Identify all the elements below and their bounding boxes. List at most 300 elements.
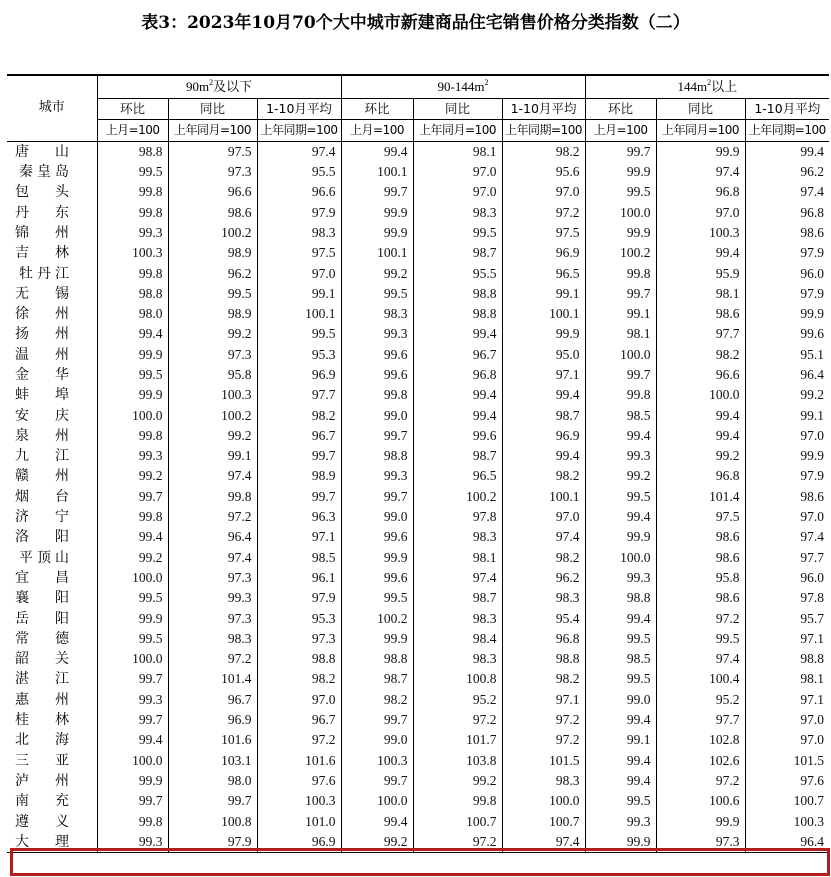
city-name: 北 海	[15, 732, 69, 749]
index-value: 97.7	[257, 385, 341, 405]
index-value: 99.3	[97, 446, 168, 466]
index-value: 99.2	[168, 324, 257, 344]
index-value: 100.3	[97, 243, 168, 263]
index-value: 100.0	[585, 548, 656, 568]
index-value: 101.7	[413, 730, 502, 750]
subcol-yoy: 同比	[413, 99, 502, 120]
index-value: 99.7	[257, 487, 341, 507]
index-value: 100.7	[502, 811, 585, 831]
index-value: 100.1	[257, 304, 341, 324]
index-value: 98.0	[168, 771, 257, 791]
index-value: 100.7	[413, 811, 502, 831]
index-value: 99.8	[585, 385, 656, 405]
index-value: 97.0	[745, 507, 829, 527]
city-name: 岳 阳	[15, 610, 69, 627]
index-value: 99.4	[585, 771, 656, 791]
index-value: 100.1	[341, 162, 413, 182]
index-value: 98.6	[168, 202, 257, 222]
table-row	[7, 385, 829, 405]
index-value: 97.9	[745, 284, 829, 304]
index-value: 97.0	[745, 710, 829, 730]
city-name: 无 锡	[15, 285, 69, 302]
index-value: 99.2	[341, 263, 413, 283]
index-value: 95.5	[257, 162, 341, 182]
unit-label: 上年同月=100	[656, 120, 745, 141]
index-value: 98.8	[341, 649, 413, 669]
index-value: 99.9	[656, 811, 745, 831]
index-value: 99.2	[745, 385, 829, 405]
index-value: 97.0	[745, 426, 829, 446]
index-value: 99.2	[97, 466, 168, 486]
index-value: 100.6	[656, 791, 745, 811]
index-value: 97.6	[745, 771, 829, 791]
index-value: 100.0	[585, 202, 656, 222]
index-value: 99.3	[341, 466, 413, 486]
index-value: 98.3	[413, 649, 502, 669]
index-value: 96.6	[656, 365, 745, 385]
index-value: 98.7	[413, 446, 502, 466]
index-value: 97.4	[502, 527, 585, 547]
index-value: 98.8	[257, 649, 341, 669]
city-name: 韶 关	[15, 651, 69, 668]
index-value: 99.5	[168, 284, 257, 304]
index-value: 99.7	[97, 710, 168, 730]
index-value: 99.4	[656, 405, 745, 425]
index-value: 99.6	[341, 568, 413, 588]
index-value: 98.7	[413, 588, 502, 608]
index-value: 99.1	[585, 304, 656, 324]
city-name: 九 江	[15, 448, 69, 465]
index-value: 99.9	[745, 304, 829, 324]
index-value: 96.8	[656, 466, 745, 486]
index-value: 96.1	[257, 568, 341, 588]
city-name: 襄 阳	[15, 590, 69, 607]
table-row	[7, 141, 829, 162]
index-value: 99.9	[97, 385, 168, 405]
index-value: 99.4	[97, 730, 168, 750]
index-value: 97.4	[745, 527, 829, 547]
index-value: 100.0	[656, 385, 745, 405]
index-value: 98.6	[656, 548, 745, 568]
table-row	[7, 568, 829, 588]
index-value: 98.2	[257, 669, 341, 689]
table-row	[7, 162, 829, 182]
index-value: 97.5	[502, 223, 585, 243]
index-value: 96.2	[168, 263, 257, 283]
index-value: 95.5	[413, 263, 502, 283]
index-value: 99.4	[585, 507, 656, 527]
index-value: 99.0	[585, 690, 656, 710]
city-name: 泉 州	[15, 427, 69, 444]
city-name: 徐 州	[15, 306, 69, 323]
city-name: 蚌 埠	[15, 387, 69, 404]
index-value: 97.4	[168, 466, 257, 486]
index-value: 100.3	[341, 751, 413, 771]
table-row	[7, 608, 829, 628]
city-name: 安 庆	[15, 407, 69, 424]
index-value: 100.8	[168, 811, 257, 831]
index-value: 95.1	[745, 345, 829, 365]
index-value: 98.6	[745, 223, 829, 243]
index-value: 101.5	[502, 751, 585, 771]
city-name: 金 华	[15, 367, 69, 383]
index-value: 99.5	[656, 629, 745, 649]
table-row	[7, 405, 829, 425]
table-row	[7, 446, 829, 466]
index-value: 98.3	[413, 202, 502, 222]
index-value: 96.7	[413, 345, 502, 365]
city-name: 唐 山	[15, 143, 69, 160]
index-value: 100.0	[97, 405, 168, 425]
index-value: 97.7	[745, 548, 829, 568]
index-value: 97.1	[257, 527, 341, 547]
index-value: 97.7	[656, 324, 745, 344]
index-value: 99.5	[257, 324, 341, 344]
table-row	[7, 466, 829, 486]
index-value: 99.5	[585, 791, 656, 811]
index-value: 99.5	[341, 588, 413, 608]
index-value: 97.0	[257, 690, 341, 710]
index-value: 98.7	[502, 405, 585, 425]
group-header-under-90: $90m^2$及以下	[97, 75, 341, 99]
index-value: 99.7	[341, 710, 413, 730]
index-value: 99.5	[413, 223, 502, 243]
city-name: 桂 林	[15, 712, 69, 729]
city-name: 泸 州	[15, 772, 69, 789]
index-value: 98.3	[168, 629, 257, 649]
unit-label: 上年同月=100	[168, 120, 257, 141]
group-header-over-144: $144m^2$以上	[585, 75, 829, 99]
index-value: 100.3	[745, 811, 829, 831]
index-value: 100.7	[745, 791, 829, 811]
index-value: 99.9	[97, 771, 168, 791]
index-value: 100.3	[168, 385, 257, 405]
table-row	[7, 771, 829, 791]
city-name: 洛 阳	[15, 529, 69, 546]
index-value: 97.4	[413, 568, 502, 588]
index-value: 99.5	[97, 365, 168, 385]
index-value: 99.1	[745, 405, 829, 425]
index-value: 99.3	[97, 832, 168, 853]
table-title: 表3：2023年10月70个大中城市新建商品住宅销售价格分类指数（二）	[141, 13, 690, 33]
index-value: 100.2	[168, 405, 257, 425]
index-value: 97.3	[168, 608, 257, 628]
city-name: 温 州	[15, 346, 69, 363]
index-value: 97.4	[257, 141, 341, 162]
index-value: 99.7	[585, 284, 656, 304]
index-value: 96.7	[257, 426, 341, 446]
city-name: 锦 州	[15, 224, 69, 241]
index-value: 99.3	[585, 568, 656, 588]
index-value: 99.3	[168, 588, 257, 608]
index-value: 103.8	[413, 751, 502, 771]
index-value: 97.9	[168, 832, 257, 853]
index-value: 100.1	[341, 243, 413, 263]
unit-label: 上年同期=100	[745, 120, 829, 141]
price-index-table	[7, 74, 829, 853]
index-value: 96.9	[257, 365, 341, 385]
index-value: 96.6	[168, 182, 257, 202]
index-value: 99.5	[585, 487, 656, 507]
index-value: 99.2	[585, 466, 656, 486]
table-row	[7, 304, 829, 324]
index-value: 99.4	[585, 751, 656, 771]
index-value: 99.9	[341, 223, 413, 243]
index-value: 99.0	[341, 730, 413, 750]
index-value: 99.7	[341, 426, 413, 446]
index-value: 98.8	[341, 446, 413, 466]
table-row	[7, 345, 829, 365]
index-value: 97.2	[168, 649, 257, 669]
index-value: 98.6	[656, 527, 745, 547]
city-name: 牡丹江	[19, 265, 73, 282]
index-value: 100.0	[97, 751, 168, 771]
index-value: 98.8	[413, 284, 502, 304]
index-value: 99.4	[341, 141, 413, 162]
unit-label: 上月=100	[341, 120, 413, 141]
index-value: 97.2	[257, 730, 341, 750]
subcol-avg: 1-10月平均	[745, 99, 829, 120]
subcol-mom: 环比	[97, 99, 168, 120]
index-value: 98.3	[502, 588, 585, 608]
subcol-avg: 1-10月平均	[502, 99, 585, 120]
index-value: 98.3	[341, 304, 413, 324]
index-value: 100.3	[257, 791, 341, 811]
index-value: 98.8	[585, 588, 656, 608]
index-value: 97.0	[413, 182, 502, 202]
index-value: 96.5	[502, 263, 585, 283]
table-row	[7, 507, 829, 527]
index-value: 100.3	[656, 223, 745, 243]
unit-label: 上年同期=100	[502, 120, 585, 141]
index-value: 95.7	[745, 608, 829, 628]
index-value: 99.5	[97, 588, 168, 608]
index-value: 98.1	[585, 324, 656, 344]
index-value: 96.0	[745, 568, 829, 588]
index-value: 98.1	[656, 284, 745, 304]
index-value: 97.2	[502, 710, 585, 730]
index-value: 98.1	[745, 669, 829, 689]
index-value: 98.2	[502, 669, 585, 689]
index-value: 99.4	[413, 405, 502, 425]
index-value: 99.8	[97, 426, 168, 446]
index-value: 96.8	[745, 202, 829, 222]
index-value: 98.5	[257, 548, 341, 568]
index-value: 98.2	[502, 141, 585, 162]
unit-label: 上年同期=100	[257, 120, 341, 141]
city-name: 常 德	[15, 630, 69, 647]
index-value: 99.7	[341, 182, 413, 202]
index-value: 101.4	[656, 487, 745, 507]
index-value: 97.8	[413, 507, 502, 527]
index-value: 96.9	[257, 832, 341, 853]
index-value: 98.5	[585, 405, 656, 425]
index-value: 96.3	[257, 507, 341, 527]
index-value: 98.8	[97, 141, 168, 162]
index-value: 97.3	[168, 568, 257, 588]
index-value: 96.9	[168, 710, 257, 730]
index-value: 102.8	[656, 730, 745, 750]
index-value: 98.8	[502, 649, 585, 669]
index-value: 100.4	[656, 669, 745, 689]
index-value: 96.7	[257, 710, 341, 730]
index-value: 99.6	[413, 426, 502, 446]
index-value: 100.0	[341, 791, 413, 811]
index-value: 95.2	[413, 690, 502, 710]
index-value: 95.3	[257, 608, 341, 628]
index-value: 100.2	[341, 608, 413, 628]
table-row	[7, 832, 829, 853]
index-value: 97.1	[745, 690, 829, 710]
index-value: 97.0	[502, 507, 585, 527]
index-value: 97.9	[745, 243, 829, 263]
index-value: 99.7	[341, 771, 413, 791]
table-row	[7, 243, 829, 263]
unit-label: 上年同月=100	[413, 120, 502, 141]
table-body	[7, 141, 829, 852]
index-value: 98.2	[502, 548, 585, 568]
index-value: 99.9	[341, 548, 413, 568]
index-value: 99.5	[341, 284, 413, 304]
index-value: 99.4	[341, 811, 413, 831]
index-value: 100.0	[585, 345, 656, 365]
index-value: 96.8	[413, 365, 502, 385]
index-value: 99.5	[585, 629, 656, 649]
index-value: 97.0	[502, 182, 585, 202]
index-value: 97.2	[502, 730, 585, 750]
index-value: 99.4	[413, 385, 502, 405]
subcol-mom: 环比	[585, 99, 656, 120]
unit-label: 上月=100	[97, 120, 168, 141]
index-value: 97.5	[168, 141, 257, 162]
city-name: 湛 江	[15, 671, 69, 688]
index-value: 97.0	[656, 202, 745, 222]
index-value: 98.2	[502, 466, 585, 486]
index-value: 98.8	[97, 284, 168, 304]
index-value: 96.2	[745, 162, 829, 182]
index-value: 100.1	[502, 304, 585, 324]
index-value: 99.8	[413, 791, 502, 811]
city-name: 南 充	[15, 793, 69, 810]
index-value: 99.3	[97, 690, 168, 710]
index-value: 96.6	[257, 182, 341, 202]
table-row	[7, 588, 829, 608]
index-value: 97.2	[656, 771, 745, 791]
index-value: 99.2	[168, 426, 257, 446]
index-value: 99.9	[97, 608, 168, 628]
table-row	[7, 791, 829, 811]
index-value: 99.6	[341, 365, 413, 385]
index-value: 97.2	[656, 608, 745, 628]
index-value: 99.4	[502, 385, 585, 405]
table-row	[7, 223, 829, 243]
index-value: 98.3	[257, 223, 341, 243]
table-row	[7, 527, 829, 547]
city-name: 秦皇岛	[19, 164, 73, 181]
index-value: 99.8	[168, 487, 257, 507]
index-value: 99.9	[585, 223, 656, 243]
index-value: 98.1	[413, 141, 502, 162]
index-value: 97.8	[745, 588, 829, 608]
index-value: 98.7	[413, 243, 502, 263]
index-value: 99.0	[341, 507, 413, 527]
index-value: 99.0	[341, 405, 413, 425]
index-value: 99.8	[97, 507, 168, 527]
index-value: 96.9	[502, 426, 585, 446]
index-value: 99.4	[745, 141, 829, 162]
city-name: 赣 州	[15, 468, 69, 485]
index-value: 99.4	[97, 324, 168, 344]
table-row	[7, 690, 829, 710]
index-value: 96.4	[745, 365, 829, 385]
index-value: 97.9	[745, 466, 829, 486]
index-value: 101.6	[168, 730, 257, 750]
index-value: 97.4	[745, 182, 829, 202]
index-value: 97.1	[502, 365, 585, 385]
table-row	[7, 365, 829, 385]
index-value: 99.4	[585, 710, 656, 730]
index-value: 95.6	[502, 162, 585, 182]
index-value: 99.3	[97, 223, 168, 243]
subcol-mom: 环比	[341, 99, 413, 120]
index-value: 99.1	[257, 284, 341, 304]
index-value: 97.3	[168, 345, 257, 365]
index-value: 102.6	[656, 751, 745, 771]
index-value: 99.5	[585, 182, 656, 202]
index-value: 101.6	[257, 751, 341, 771]
table-row	[7, 629, 829, 649]
index-value: 95.0	[502, 345, 585, 365]
index-value: 98.3	[413, 527, 502, 547]
index-value: 99.7	[97, 487, 168, 507]
table-row	[7, 426, 829, 446]
index-value: 101.0	[257, 811, 341, 831]
index-value: 99.9	[585, 527, 656, 547]
index-value: 99.7	[341, 487, 413, 507]
index-value: 99.9	[341, 629, 413, 649]
index-value: 99.9	[585, 162, 656, 182]
index-value: 99.4	[97, 527, 168, 547]
city-name: 包 头	[15, 184, 69, 201]
index-value: 98.7	[341, 669, 413, 689]
index-value: 99.7	[97, 791, 168, 811]
index-value: 99.1	[168, 446, 257, 466]
index-value: 99.5	[585, 669, 656, 689]
index-value: 99.4	[502, 446, 585, 466]
index-value: 97.6	[257, 771, 341, 791]
city-name: 扬 州	[15, 326, 69, 343]
index-value: 98.9	[257, 466, 341, 486]
group-header-90-144: $90-144m^2$	[341, 75, 585, 99]
index-value: 97.3	[168, 162, 257, 182]
index-value: 95.2	[656, 690, 745, 710]
table-row	[7, 751, 829, 771]
index-value: 97.5	[257, 243, 341, 263]
index-value: 98.8	[745, 649, 829, 669]
city-name: 丹 东	[15, 204, 69, 221]
index-value: 95.4	[502, 608, 585, 628]
index-value: 97.9	[257, 202, 341, 222]
index-value: 98.9	[168, 304, 257, 324]
index-value: 99.1	[585, 730, 656, 750]
city-name: 济 宁	[15, 509, 69, 526]
index-value: 96.2	[502, 568, 585, 588]
index-value: 99.9	[502, 324, 585, 344]
index-value: 96.4	[168, 527, 257, 547]
table-row	[7, 324, 829, 344]
index-value: 100.0	[97, 568, 168, 588]
table-row	[7, 182, 829, 202]
